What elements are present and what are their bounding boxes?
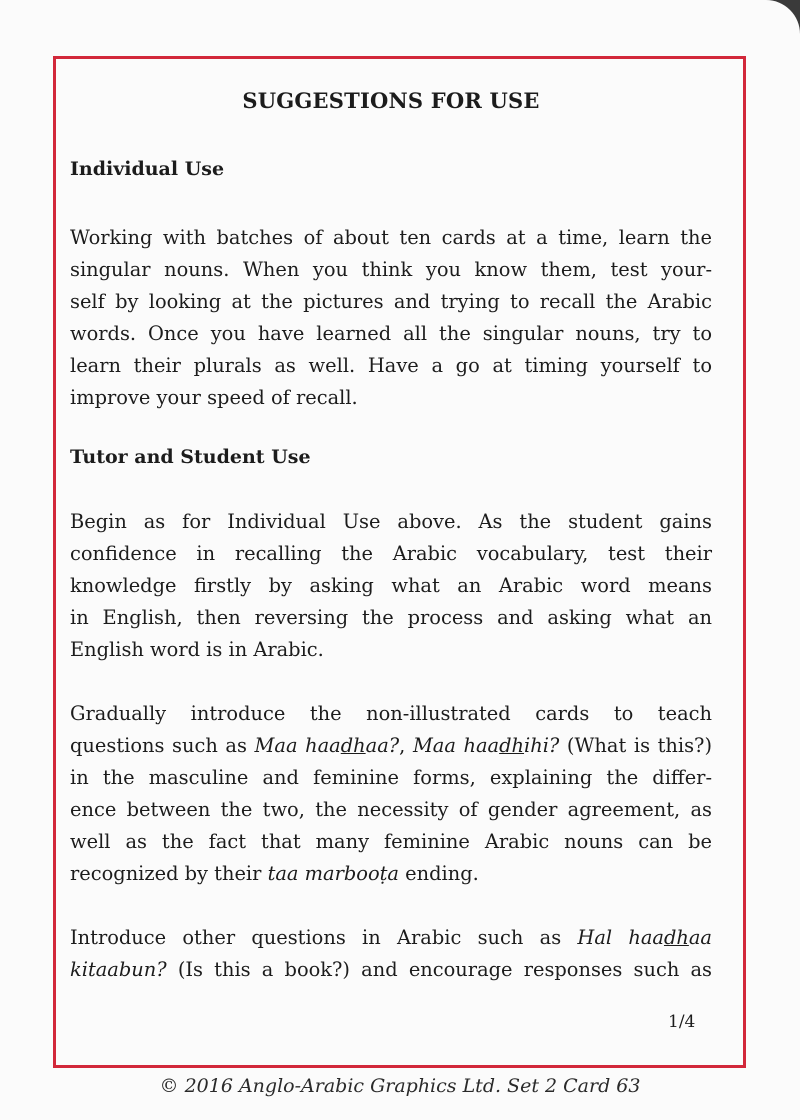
text-line: in English, then reversing the process and asking what an <box>70 606 712 629</box>
text-line: singular nouns. When you think you know them, test your- <box>70 258 712 281</box>
text-line-rich: kitaabun? (Is this a book?) and encourage responses such as <box>70 958 712 981</box>
text-line: knowledge firstly by asking what an Arabic word means <box>70 574 712 597</box>
page-title: SUGGESTIONS FOR USE <box>242 88 540 113</box>
text-line: confidence in recalling the Arabic vocabulary, test their <box>70 542 712 565</box>
text-line: learn their plurals as well. Have a go at timing yourself to <box>70 354 712 377</box>
text-line: Gradually introduce the non-illustrated cards to teach <box>70 702 712 725</box>
text-line: ence between the two, the necessity of gender agreement, as <box>70 798 712 821</box>
paragraph-tutor-introduce <box>70 922 712 986</box>
paragraph-tutor-begin <box>70 506 712 666</box>
section-heading-tutor-student-use: Tutor and Student Use <box>70 446 311 468</box>
text-line: improve your speed of recall. <box>70 386 358 409</box>
paragraph-tutor-gradually <box>70 698 712 890</box>
page-number: 1/4 <box>668 1012 696 1032</box>
paragraph-individual-use <box>70 222 712 414</box>
text-line: in the masculine and feminine forms, explaining the differ- <box>70 766 712 789</box>
text-line: self by looking at the pictures and trying to recall the Arabic <box>70 290 712 313</box>
text-line: Working with batches of about ten cards at a time, learn the <box>70 226 712 249</box>
text-line-rich: Introduce other questions in Arabic such as Hal haadhaa <box>70 926 712 949</box>
text-line: Begin as for Individual Use above. As the student gains <box>70 510 712 533</box>
text-line-rich: recognized by their taa marbooṭa ending. <box>70 862 479 885</box>
text-line-rich: questions such as Maa haadhaa?, Maa haadhihi? (What is this?) <box>70 734 713 757</box>
text-line: words. Once you have learned all the singular nouns, try to <box>70 322 712 345</box>
section-heading-individual-use: Individual Use <box>70 158 225 180</box>
text-line: well as the fact that many feminine Arabic nouns can be <box>70 830 712 853</box>
copyright-footer: © 2016 Anglo-Arabic Graphics Ltd. Set 2 Card 63 <box>159 1075 641 1097</box>
text-line: English word is in Arabic. <box>70 638 324 661</box>
